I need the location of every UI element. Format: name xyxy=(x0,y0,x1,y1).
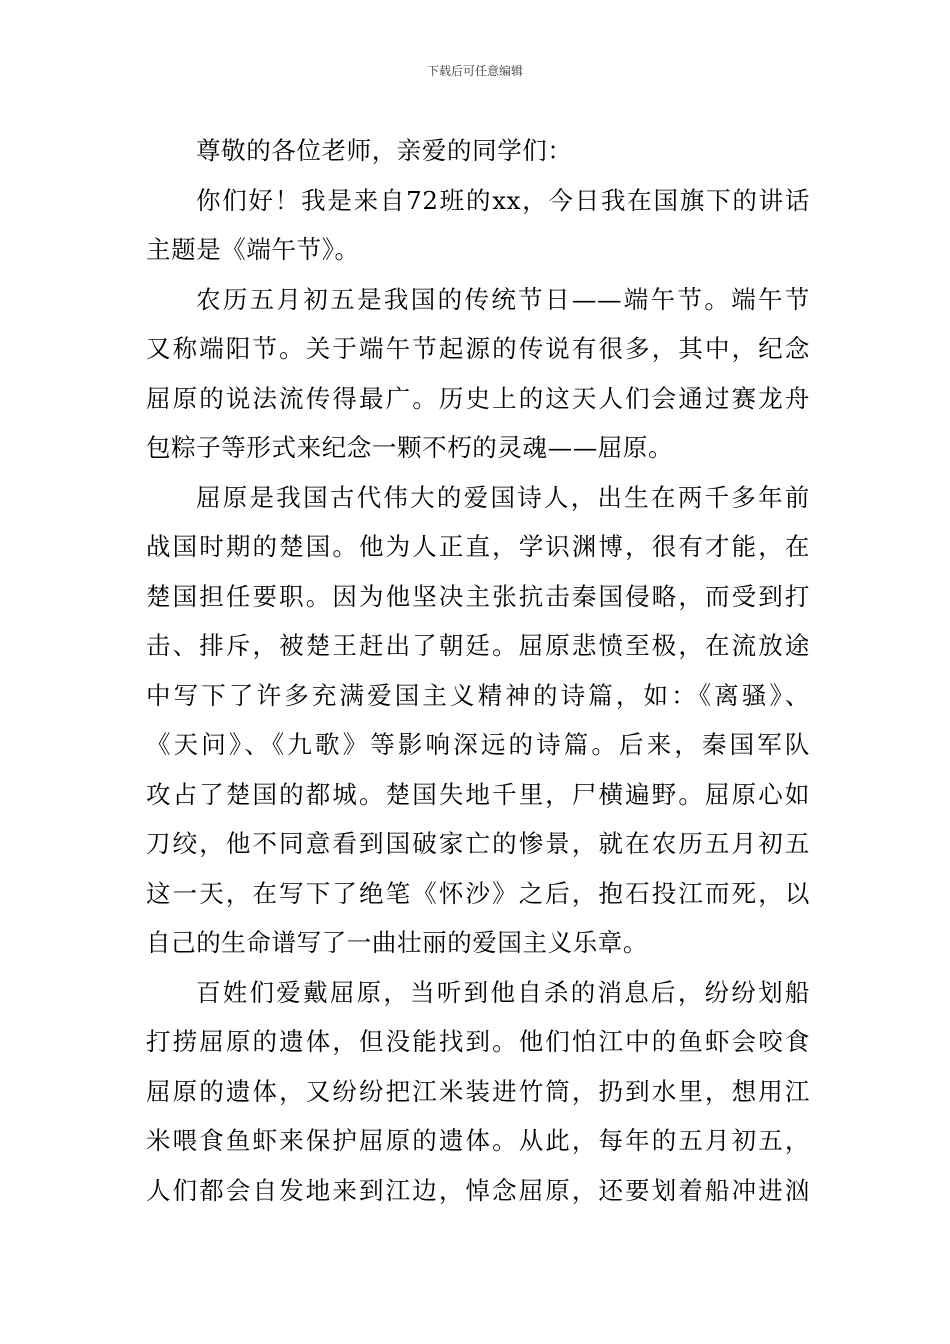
text-line: 主题是《端午节》。 xyxy=(146,235,360,264)
text-line: 人们都会自发地来到江边，悼念屈原，还要划着船冲进汹 xyxy=(146,1175,810,1205)
page-header: 下载后可任意编辑 xyxy=(426,64,523,78)
text-line: 这一天，在写下了绝笔《怀沙》之后，抱石投江而死，以 xyxy=(146,878,810,908)
text-line: 刀绞，他不同意看到国破家亡的惨景，就在农历五月初五 xyxy=(146,829,810,858)
text-line: 《天问》、《九歌》等影响深远的诗篇。后来，秦国军队 xyxy=(146,730,810,759)
text-line: 尊敬的各位老师，亲爱的同学们： xyxy=(196,136,573,165)
text-line: 屈原是我国古代伟大的爱国诗人，出生在两千多年前 xyxy=(196,482,810,512)
text-line: 你们好！我是来自72班的xx，今日我在国旗下的讲话 xyxy=(196,185,810,215)
text-line: 攻占了楚国的都城。楚国失地千里，尸横遍野。屈原心如 xyxy=(146,779,810,809)
document-body xyxy=(146,126,810,1215)
text-line: 又称端阳节。关于端午节起源的传说有很多，其中，纪念 xyxy=(146,334,810,363)
text-line: 楚国担任要职。因为他坚决主张抗击秦国侵略，而受到打 xyxy=(146,581,810,611)
text-line: 击、排斥，被楚王赶出了朝廷。屈原悲愤至极，在流放途 xyxy=(146,631,810,660)
text-line: 百姓们爱戴屈原，当听到他自杀的消息后，纷纷划船 xyxy=(196,977,810,1007)
text-line: 打捞屈原的遗体，但没能找到。他们怕江中的鱼虾会咬食 xyxy=(146,1027,810,1056)
text-line: 自己的生命谱写了一曲壮丽的爱国主义乐章。 xyxy=(146,928,648,957)
text-line: 中写下了许多充满爱国主义精神的诗篇，如：《离骚》、 xyxy=(146,680,810,710)
text-line: 屈原的遗体，又纷纷把江米装进竹筒，扔到水里，想用江 xyxy=(146,1076,810,1106)
text-line: 包粽子等形式来纪念一颗不朽的灵魂——屈原。 xyxy=(146,433,674,462)
text-line: 农历五月初五是我国的传统节日——端午节。端午节 xyxy=(196,284,810,314)
text-line: 战国时期的楚国。他为人正直，学识渊博，很有才能，在 xyxy=(146,532,810,561)
text-line: 屈原的说法流传得最广。历史上的这天人们会通过赛龙舟 xyxy=(146,383,810,413)
text-line: 米喂食鱼虾来保护屈原的遗体。从此，每年的五月初五， xyxy=(146,1126,810,1155)
